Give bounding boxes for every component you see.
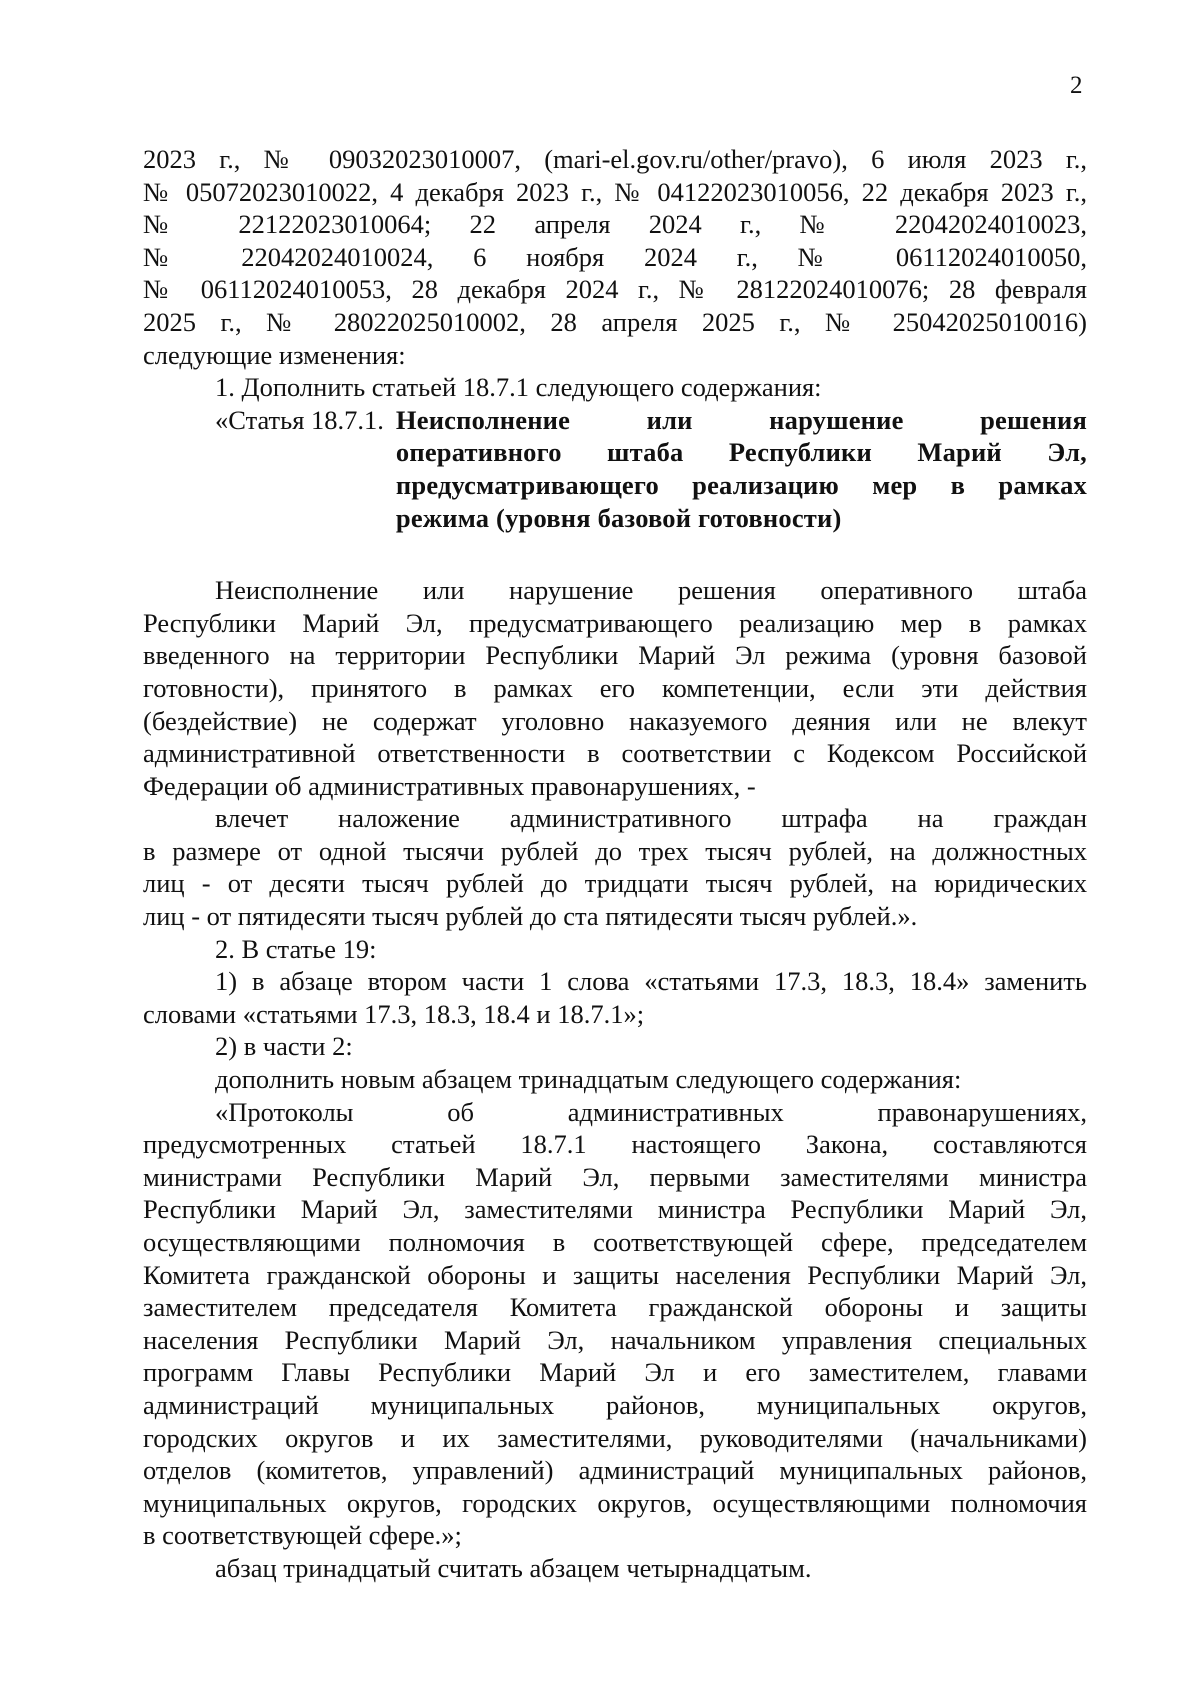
text-line: Неисполнение или нарушение решения оперативного штаба xyxy=(215,575,1087,606)
text-line: в размере от одной тысячи рублей до трех тысяч рублей, на должностных xyxy=(143,835,1087,866)
article-heading xyxy=(143,404,1087,534)
page-number: 2 xyxy=(1070,72,1083,99)
document-body xyxy=(143,143,1087,1585)
item-2: 2. В статье 19: xyxy=(215,933,377,964)
text-line: Республики Марий Эл, заместителями министра Республики Марий Эл, xyxy=(143,1194,1087,1225)
text-line: предусмотренных статьей 18.7.1 настоящего Закона, составляются xyxy=(143,1129,1087,1160)
text-line: Федерации об административных правонарушениях, - xyxy=(143,770,756,801)
text-line: заместителем председателя Комитета гражданской обороны и защиты xyxy=(143,1292,1087,1323)
text-line: административной ответственности в соответствии с Кодексом Российской xyxy=(143,738,1087,769)
text-line: № 05072023010022, 4 декабря 2023 г., № 04122023010056, 22 декабря 2023 г., xyxy=(143,176,1087,207)
text-line: 2025 г., № 28022025010002, 28 апреля 2025 г., № 25042025010016) xyxy=(143,306,1087,337)
text-line: министрами Республики Марий Эл, первыми заместителями министра xyxy=(143,1161,1087,1192)
text-line: № 22042024010024, 6 ноября 2024 г., № 06112024010050, xyxy=(143,241,1087,272)
text-line: готовности), принятого в рамках его компетенции, если эти действия xyxy=(143,672,1087,703)
intro-paragraph xyxy=(143,143,1087,371)
article-title-line: предусматривающего реализацию мер в рамках xyxy=(395,469,1087,500)
text-line: муниципальных округов, городских округов, осуществляющими полномочия xyxy=(143,1487,1087,1518)
text-line: словами «статьями 17.3, 18.3, 18.4 и 18.7.1»; xyxy=(143,998,645,1029)
text-line: Республики Марий Эл, предусматривающего реализацию мер в рамках xyxy=(143,607,1087,638)
item-2-1 xyxy=(143,965,1087,1030)
article-title-line: оперативного штаба Республики Марий Эл, xyxy=(395,437,1087,468)
text-line: «Протоколы об административных правонарушениях, xyxy=(215,1096,1087,1127)
text-line: Комитета гражданской обороны и защиты населения Республики Марий Эл, xyxy=(143,1259,1087,1290)
item-1: 1. Дополнить статьей 18.7.1 следующего содержания: xyxy=(215,372,822,403)
article-paragraph-2 xyxy=(143,802,1087,932)
text-line: № 06112024010053, 28 декабря 2024 г., № 28122024010076; 28 февраля xyxy=(143,274,1087,305)
text-line: (бездействие) не содержат уголовно наказуемого деяния или не влекут xyxy=(143,705,1087,736)
final-line: абзац тринадцатый считать абзацем четырнадцатым. xyxy=(215,1552,812,1583)
text-line: 2023 г., № 09032023010007, (mari-el.gov.ru/other/pravo), 6 июля 2023 г., xyxy=(143,144,1087,174)
text-line: городских округов и их заместителями, руководителями (начальниками) xyxy=(143,1422,1087,1453)
text-line: № 22122023010064; 22 апреля 2024 г., № 22042024010023, xyxy=(143,209,1087,240)
article-paragraph-1 xyxy=(143,574,1087,802)
article-title xyxy=(396,404,1087,534)
article-title-line: режима (уровня базовой готовности) xyxy=(395,502,842,533)
text-line: программ Главы Республики Марий Эл и его заместителем, главами xyxy=(143,1357,1087,1388)
text-line: лиц - от пятидесяти тысяч рублей до ста пятидесяти тысяч рублей.». xyxy=(143,901,918,932)
article-title-line: Неисполнение или нарушение решения xyxy=(395,404,1087,435)
text-line: населения Республики Марий Эл, начальником управления специальных xyxy=(143,1324,1087,1355)
text-line: отделов (комитетов, управлений) администраций муниципальных районов, xyxy=(143,1455,1087,1486)
text-line: в соответствующей сфере.»; xyxy=(143,1520,462,1551)
text-line: осуществляющими полномочия в соответствующей сфере, председателем xyxy=(143,1227,1087,1257)
protocol-paragraph xyxy=(143,1096,1087,1552)
text-line: введенного на территории Республики Марий Эл режима (уровня базовой xyxy=(143,640,1087,671)
text-line: 1) в абзаце втором части 1 слова «статьями 17.3, 18.3, 18.4» заменить xyxy=(215,966,1087,997)
text-line: следующие изменения: xyxy=(143,339,406,370)
text-line: администраций муниципальных районов, муниципальных округов, xyxy=(143,1389,1087,1420)
spacer xyxy=(143,534,1087,574)
text-line: лиц - от десяти тысяч рублей до тридцати тысяч рублей, на юридических xyxy=(143,868,1087,899)
item-2-2: 2) в части 2: xyxy=(215,1031,353,1062)
article-label: «Статья 18.7.1. xyxy=(215,404,384,435)
text-line: влечет наложение административного штрафа на граждан xyxy=(215,803,1087,834)
item-2-2-intro: дополнить новым абзацем тринадцатым следующего содержания: xyxy=(215,1064,962,1095)
